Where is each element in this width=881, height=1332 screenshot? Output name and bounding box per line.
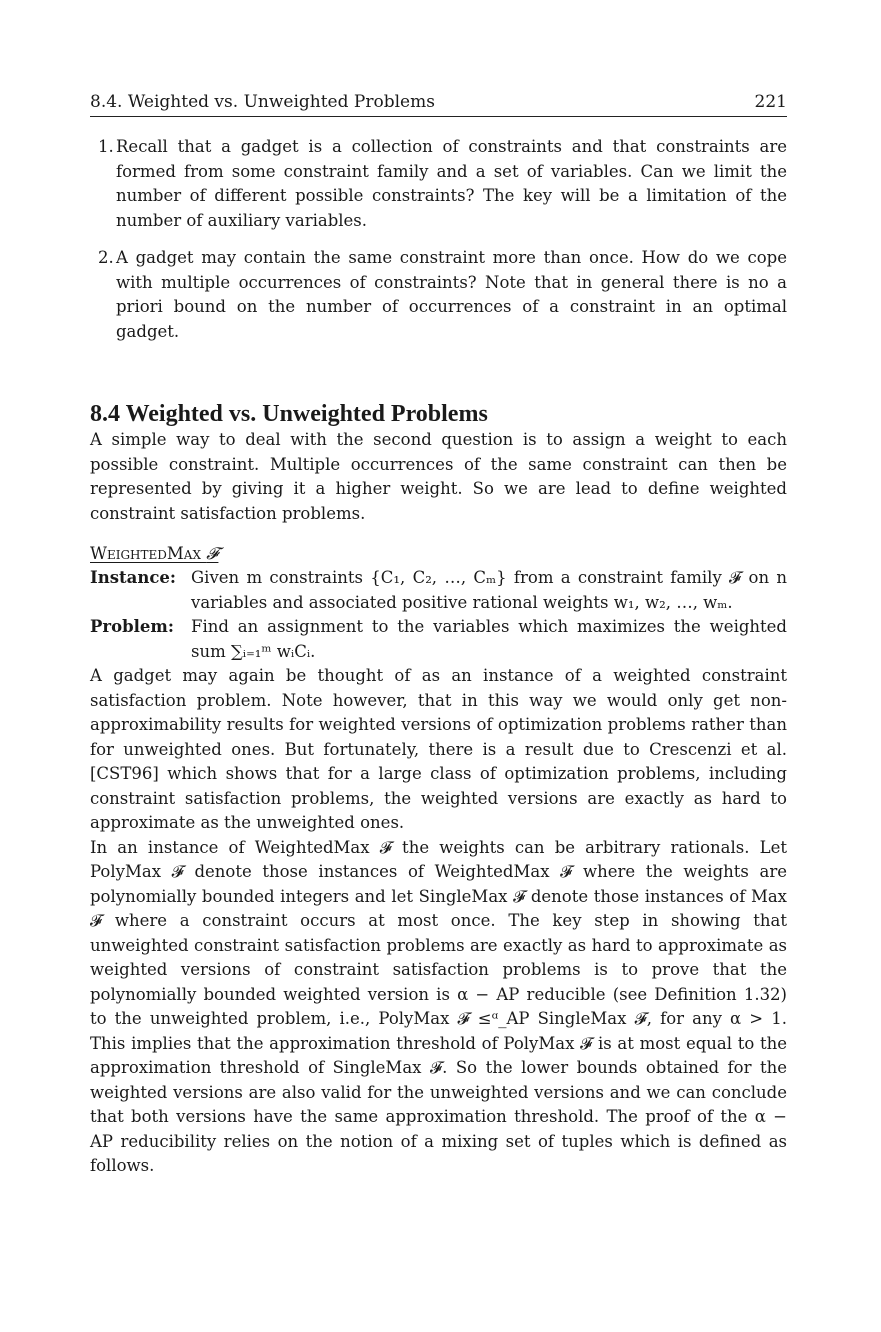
problem-name-symbol: 𝓕 [206,544,219,563]
problem-row [90,615,787,664]
list-text: Recall that a gadget is a collection of constraints and that constraints are formed from some constraint family and a set of variables. Can we limit the number of different possible constraints? The key will be a limitation of the number of auxiliary variables. [116,137,787,230]
page-number: 221 [754,92,787,112]
paragraph-intro: A simple way to deal with the second question is to assign a weight to each possible constraint. Multiple occurrences of the same constraint can then be represented by giving it a higher weight. So we are lead to define weighted constraint satisfaction problems. [90,430,787,523]
instance-label: Instance: [90,568,176,587]
problem-text: Find an assignment to the variables which maximizes the weighted sum ∑ᵢ₌₁ᵐ wᵢCᵢ. [191,617,787,661]
problem-label: Problem: [90,617,174,636]
list-text: A gadget may contain the same constraint more than once. How do we cope with multiple occurrences of constraints? Note that in general there is no a priori bound on the number of occurrences of a constraint in an optimal gadget. [116,248,787,341]
list-number: 2. [98,248,114,267]
paragraph-reducibility: In an instance of WeightedMax 𝓕 the weights can be arbitrary rationals. Let PolyMax 𝓕 denote those instances of WeightedMax 𝓕 where the weights are polynomially bounded integers and let SingleMax 𝓕 denote those instances of Max 𝓕 where a constraint occurs at most once. The key step in showing that unweighted constraint satisfaction problems are exactly as hard to approximate as weighted versions of constraint satisfaction problems is to prove that the polynomially bounded weighted version is α − AP reducible (see Definition 1.32) to the unweighted problem, i.e., PolyMax 𝓕 ≤ᵅ_AP SingleMax 𝓕, for any α > 1. This implies that the approximation threshold of PolyMax 𝓕 is at most equal to the approximation threshold of SingleMax 𝓕. So the lower bounds obtained for the weighted versions are also valid for the unweighted versions and we can conclude that both versions have the same approximation threshold. The proof of the α − AP reducibility relies on the notion of a mixing set of tuples which is defined as follows. [90,837,787,1175]
question-list [90,135,787,344]
instance-text: Given m constraints {C₁, C₂, …, Cₘ} from a constraint family 𝓕 on n variables and associated positive rational weights w₁, w₂, …, wₘ. [191,568,787,612]
list-number: 1. [98,137,114,156]
section-heading: 8.4 Weighted vs. Unweighted Problems [90,401,488,427]
problem-name [90,542,787,566]
problem-name-text: WeightedMax [90,544,201,563]
instance-row [90,566,787,615]
page [90,92,787,1179]
paragraph-gadget: A gadget may again be thought of as an instance of a weighted constraint satisfaction problem. Note however, that in this way we would only get non-approximability results for weighted versions of optimization problems rather than for unweighted ones. But fortunately, there is a result due to Crescenzi et al. [CST96] which shows that for a large class of optimization problems, including constraint satisfaction problems, the weighted versions are exactly as hard to approximate as the unweighted ones. [90,666,787,832]
list-item [90,135,787,233]
running-head [90,92,787,117]
running-title: 8.4. Weighted vs. Unweighted Problems [90,92,435,112]
list-item [90,246,787,344]
